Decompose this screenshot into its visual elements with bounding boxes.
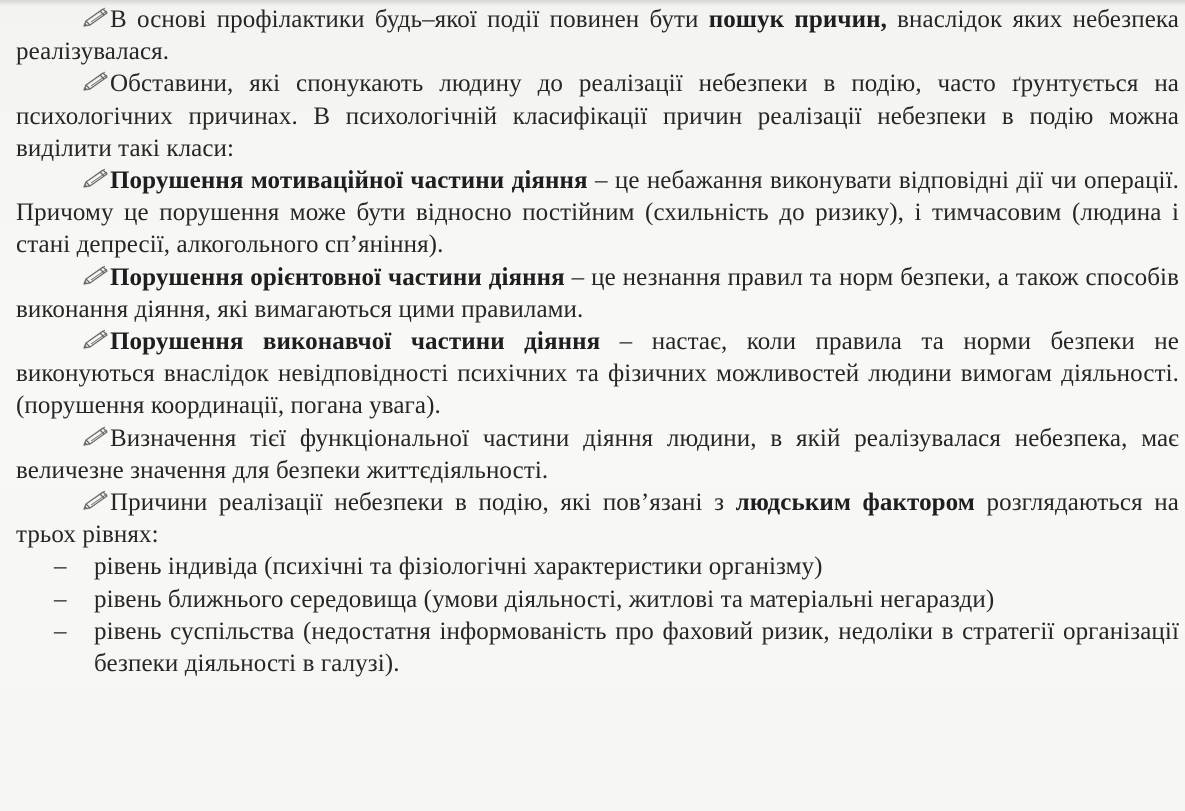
paragraph-text: Обставини, які спонукають людину до реалізації небезпеки в подію, часто ґрунтується на психологічних причинах. В психологічній класифікації причин реалізації небезпеки в подію можна виділити такі класи:	[16, 70, 1179, 162]
paragraph-text: – настає, коли правила та норми безпеки не виконуються внаслідок невідповідності психічних та фізичних можливостей людини вимогам діяльності.(порушення координації, погана увага).	[16, 328, 1179, 420]
list-bullet: –	[54, 585, 67, 613]
paragraph-human-factor	[16, 487, 1179, 551]
list-bullet: –	[54, 553, 67, 581]
bold-term: Порушення орієнтовної частини діяння	[110, 263, 565, 291]
pencil-icon	[80, 426, 110, 448]
paragraph-text: внаслідок яких небезпека реалізувалася.	[16, 6, 1179, 66]
paragraph-text: Визначення тієї функціональної частини діяння людини, в якій реалізувалася небезпека, має величезне значення для безпеки життєдіяльності.	[16, 424, 1179, 484]
pencil-icon	[80, 490, 110, 512]
bold-term: пошук причин,	[708, 6, 887, 33]
paragraph-definition	[16, 423, 1179, 487]
pencil-icon	[80, 71, 110, 93]
pencil-icon	[80, 329, 110, 351]
paragraph-orientational	[16, 262, 1179, 326]
list-bullet: –	[54, 617, 67, 645]
list-item	[16, 584, 1179, 616]
paragraph-prevention	[16, 4, 1179, 68]
bold-term: людським фактором	[735, 489, 975, 517]
pencil-icon	[80, 265, 110, 287]
list-item-text: рівень суспільства (недостатня інформованість про фаховий ризик, недоліки в стратегії організації безпеки діяльності в галузі).	[94, 617, 1179, 678]
levels-list	[16, 551, 1179, 680]
paragraph-text: В основі профілактики будь–якої події повинен бути	[110, 6, 709, 33]
paragraph-circumstances	[16, 68, 1179, 165]
bold-term: Порушення виконавчої частини діяння	[110, 328, 601, 356]
paragraph-motivational	[16, 165, 1179, 262]
bold-term: Порушення мотиваційної частини діяння	[110, 167, 588, 195]
list-item	[16, 551, 1179, 583]
paragraph-text: – це незнання правил та норм безпеки, а також способів виконання діяння, які вимагаються цими правилами.	[16, 263, 1179, 323]
paragraph-text: Причини реалізації небезпеки в подію, які пов’язані з	[110, 489, 736, 517]
paragraph-text: – це небажання виконувати відповідні дії чи операції. Причому це порушення може бути відносно постійним (схильність до ризику), і тимчасовим (людина і стані депресії, алкогольного сп’яніння).	[16, 167, 1179, 259]
list-item	[16, 616, 1179, 680]
list-item-text: рівень індивіда (психічні та фізіологічні характеристики організму)	[94, 553, 823, 581]
paragraph-executive	[16, 326, 1179, 423]
pencil-icon	[80, 7, 110, 29]
paragraph-text: розглядаються на трьох рівнях:	[16, 489, 1179, 549]
pencil-icon	[80, 168, 110, 190]
list-item-text: рівень ближнього середовища (умови діяльності, житлові та матеріальні негаразди)	[94, 585, 995, 613]
document-body	[16, 4, 1179, 680]
